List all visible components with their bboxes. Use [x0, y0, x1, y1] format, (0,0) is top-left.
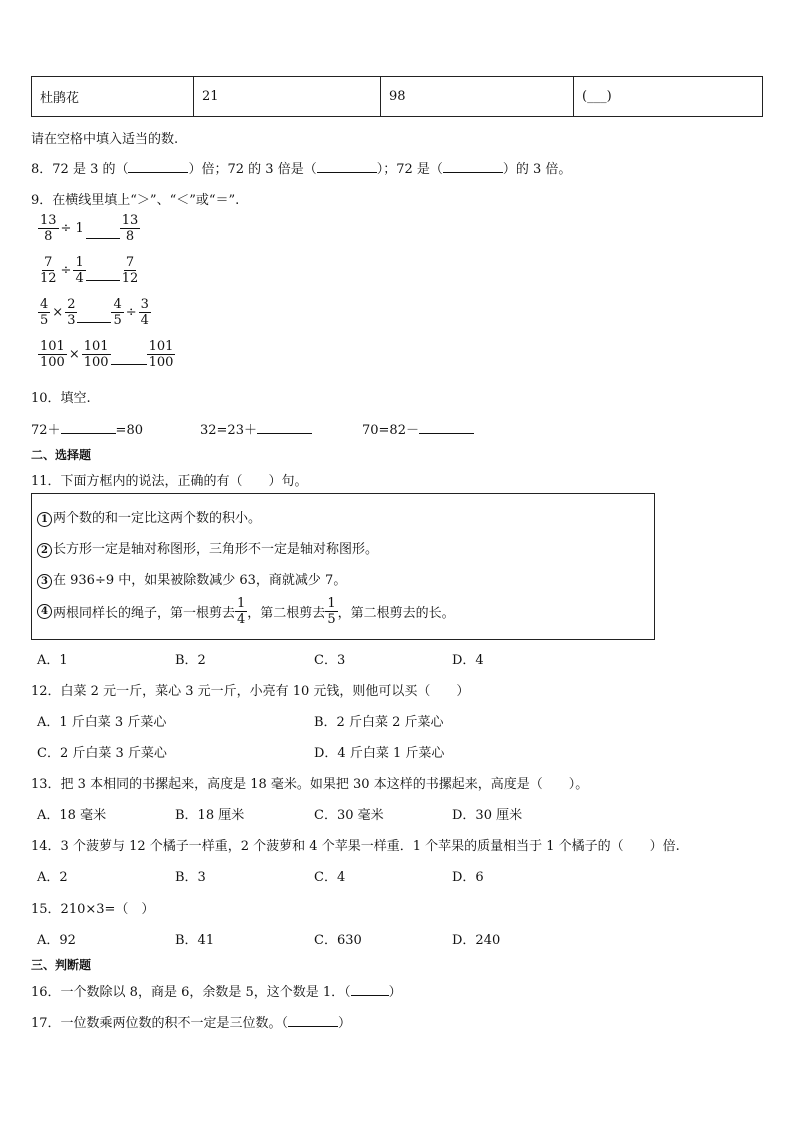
option[interactable]: D．6 — [452, 870, 484, 885]
statement — [37, 507, 261, 527]
table-cell: 21 — [194, 77, 381, 117]
operator: ÷ — [60, 263, 72, 278]
fraction: $\frac{13}{8}$ — [40, 213, 57, 244]
question-text: ） — [338, 1016, 352, 1031]
option[interactable]: C．4 — [314, 870, 346, 885]
statement-text: ，第二根剪去的长。 — [337, 606, 455, 621]
answer-blank[interactable] — [61, 421, 116, 434]
answer-blank[interactable] — [288, 1014, 338, 1027]
answer-blank[interactable] — [77, 310, 111, 323]
fraction: $\frac{7}{12}$ — [40, 255, 57, 286]
section-heading: 三、判断题 — [31, 958, 92, 972]
option[interactable]: A．92 — [37, 933, 76, 948]
q8-text: ）倍；72 的 3 倍是（ — [188, 162, 317, 177]
question-16 — [31, 981, 402, 1000]
compare-row — [38, 339, 175, 370]
statement-text: 两个数的和一定比这两个数的积小。 — [53, 511, 262, 526]
circled-number: 2 — [37, 543, 52, 558]
circled-number: 3 — [37, 574, 52, 589]
option[interactable]: B．3 — [175, 870, 206, 885]
answer-blank[interactable] — [86, 226, 120, 239]
q8-text: ）的 3 倍。 — [502, 162, 572, 177]
operator: × — [52, 305, 64, 320]
fraction: $\frac{101}{100}$ — [148, 339, 174, 370]
q8-text: ）；72 是（ — [376, 162, 443, 177]
data-table — [31, 76, 763, 117]
option[interactable]: A．1 斤白菜 3 斤菜心 — [37, 715, 167, 730]
circled-number: 1 — [37, 512, 52, 527]
answer-blank[interactable] — [351, 983, 389, 996]
question-8 — [31, 158, 571, 177]
fraction: $\frac{1}{4}$ — [75, 255, 84, 286]
compare-row — [38, 255, 140, 286]
option[interactable]: A．1 — [37, 653, 68, 668]
option[interactable]: D．240 — [452, 933, 501, 948]
answer-blank[interactable] — [86, 268, 120, 281]
number: 1 — [75, 221, 84, 236]
statement — [37, 596, 455, 627]
answer-blank[interactable] — [419, 421, 474, 434]
table-cell: (___) — [574, 77, 763, 117]
expr-text: 70=82－ — [362, 423, 419, 438]
expr-text: 32=23＋ — [200, 423, 257, 438]
option[interactable]: D．4 斤白菜 1 斤菜心 — [314, 746, 445, 761]
answer-blank[interactable] — [111, 352, 147, 365]
option[interactable]: B．41 — [175, 933, 215, 948]
fill-expression — [31, 419, 143, 438]
option[interactable]: B．2 — [175, 653, 206, 668]
option[interactable]: C．630 — [314, 933, 362, 948]
question-13-stem: 13．把 3 本相同的书摞起来，高度是 18 毫米。如果把 30 本这样的书摞起来，高度是（ ）。 — [31, 777, 589, 792]
statement — [37, 538, 378, 558]
instruction: 请在空格中填入适当的数. — [31, 132, 179, 147]
expr-text: =80 — [115, 423, 143, 438]
statement-text: 两根同样长的绳子，第一根剪去 — [53, 606, 236, 621]
table-cell: 杜鹃花 — [32, 77, 194, 117]
question-15-stem: 15．210×3=（ ） — [31, 902, 155, 917]
question-text: ） — [388, 985, 402, 1000]
option[interactable]: C．2 斤白菜 3 斤菜心 — [37, 746, 167, 761]
answer-blank[interactable] — [128, 160, 188, 173]
operator: × — [68, 347, 80, 362]
question-17 — [31, 1012, 351, 1031]
statement-text: 长方形一定是轴对称图形，三角形不一定是轴对称图形。 — [53, 542, 379, 557]
option[interactable]: D．4 — [452, 653, 484, 668]
answer-blank[interactable] — [443, 160, 503, 173]
option[interactable]: C．30 毫米 — [314, 808, 384, 823]
operator: ÷ — [60, 221, 72, 236]
fraction: $\frac{7}{12}$ — [121, 255, 139, 286]
statement-text: 在 936÷9 中，如果被除数减少 63，商就减少 7。 — [53, 573, 347, 588]
question-14-stem: 14．3 个菠萝与 12 个橘子一样重，2 个菠萝和 4 个苹果一样重．1 个苹果的质量相当于 1 个橘子的（ ）倍. — [31, 839, 680, 854]
answer-blank[interactable] — [257, 421, 312, 434]
question-10-title: 10．填空. — [31, 391, 91, 406]
option[interactable]: C．3 — [314, 653, 346, 668]
option[interactable]: D．30 厘米 — [452, 808, 523, 823]
question-9-title: 9．在横线里填上“＞”、“＜”或“＝”. — [31, 193, 240, 208]
fraction: $\frac{101}{100}$ — [40, 339, 65, 370]
option[interactable]: A．2 — [37, 870, 68, 885]
expr-text: 72＋ — [31, 423, 61, 438]
answer-blank[interactable] — [317, 160, 377, 173]
table-row — [32, 77, 763, 117]
q8-text: 8．72 是 3 的（ — [31, 162, 129, 177]
fraction: $\frac{4}{5}$ — [40, 297, 49, 328]
statement — [37, 569, 346, 589]
fraction: $\frac{101}{100}$ — [83, 339, 109, 370]
question-text: 16．一个数除以 8，商是 6，余数是 5，这个数是 1．（ — [31, 985, 351, 1000]
circled-number: 4 — [37, 604, 52, 619]
question-11-stem: 11．下面方框内的说法，正确的有（ ）句。 — [31, 474, 308, 489]
fraction: $\frac{1}{5}$ — [327, 596, 336, 627]
option[interactable]: B．18 厘米 — [175, 808, 245, 823]
section-heading: 二、选择题 — [31, 448, 92, 462]
fill-expression — [200, 419, 312, 438]
statement-text: ，第二根剪去 — [247, 606, 326, 621]
fraction: $\frac{3}{4}$ — [140, 297, 149, 328]
question-12-stem: 12．白菜 2 元一斤，菜心 3 元一斤，小亮有 10 元钱，则他可以买（ ） — [31, 684, 470, 699]
fraction: $\frac{1}{4}$ — [237, 596, 246, 627]
fraction: $\frac{2}{3}$ — [67, 297, 76, 328]
option[interactable]: B．2 斤白菜 2 斤菜心 — [314, 715, 444, 730]
fraction: $\frac{13}{8}$ — [121, 213, 139, 244]
compare-row — [38, 213, 140, 244]
operator: ÷ — [125, 305, 137, 320]
fraction: $\frac{4}{5}$ — [113, 297, 122, 328]
fill-expression — [362, 419, 474, 438]
compare-row — [38, 297, 151, 328]
option[interactable]: A．18 毫米 — [37, 808, 107, 823]
question-text: 17．一位数乘两位数的积不一定是三位数。（ — [31, 1016, 289, 1031]
table-cell: 98 — [381, 77, 574, 117]
